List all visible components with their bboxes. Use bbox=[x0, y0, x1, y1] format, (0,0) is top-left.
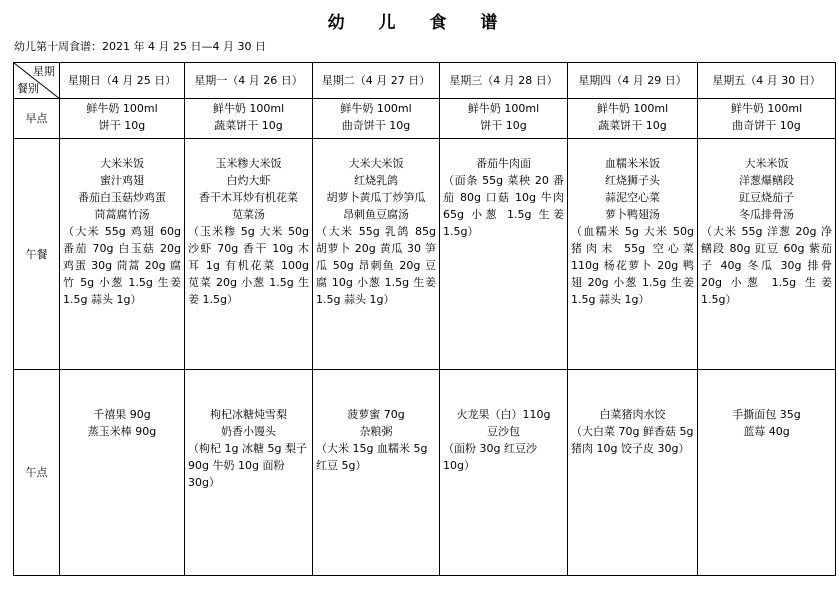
ingredient-detail: （面粉 30g 红豆沙 10g） bbox=[443, 442, 537, 472]
snack-cell bbox=[698, 370, 836, 576]
snack-cell bbox=[185, 370, 313, 576]
snack-cell bbox=[440, 370, 568, 576]
dish-name: 红烧乳鸽 bbox=[354, 174, 398, 187]
lunch-cell bbox=[698, 139, 836, 370]
ingredient-detail: （大白菜 70g 鲜香菇 5g 猪肉 10g 饺子皮 30g） bbox=[571, 425, 694, 455]
lunch-row bbox=[14, 139, 836, 370]
breakfast-item: 蔬菜饼干 10g bbox=[214, 119, 283, 132]
breakfast-item: 饼干 10g bbox=[480, 119, 527, 132]
dish-name: 血糯米米饭 bbox=[605, 157, 660, 170]
dish-name: 白菜猪肉水饺 bbox=[599, 408, 666, 421]
snack-cell bbox=[60, 370, 185, 576]
corner-cell bbox=[14, 63, 60, 99]
day-header: 星期一（4 月 26 日） bbox=[185, 63, 313, 99]
dish-name: 冬瓜排骨汤 bbox=[739, 208, 794, 221]
dish-name: 手撕面包 35g bbox=[732, 408, 801, 421]
dish-name: 萝卜鸭翅汤 bbox=[605, 208, 660, 221]
breakfast-item: 饼干 10g bbox=[98, 119, 146, 132]
dish-name: 洋葱爆鳝段 bbox=[739, 174, 794, 187]
dish-name: 玉米糁大米饭 bbox=[215, 157, 282, 170]
dish-name: 杂粮粥 bbox=[359, 425, 393, 438]
lunch-label: 午餐 bbox=[14, 139, 60, 370]
dish-name: 蒸玉米棒 90g bbox=[87, 425, 157, 438]
breakfast-cell bbox=[698, 99, 836, 139]
dish-name: 奶香小馒头 bbox=[221, 425, 276, 438]
breakfast-item: 鲜牛奶 100ml bbox=[596, 102, 669, 115]
header-row bbox=[14, 63, 836, 99]
dish-name: 菠萝蜜 70g bbox=[347, 408, 405, 421]
lunch-cell bbox=[60, 139, 185, 370]
ingredient-detail: （枸杞 1g 冰糖 5g 梨子 90g 牛奶 10g 面粉 30g） bbox=[188, 442, 307, 489]
day-header: 星期四（4 月 29 日） bbox=[568, 63, 698, 99]
ingredient-detail: （大米 55g 乳鸽 85g 胡萝卜 20g 黄瓜 30 笋瓜 50g 昂刺鱼 20g 豆腐 10g 小葱 1.5g 生姜 1.5g 蒜头 1g） bbox=[316, 225, 436, 306]
ingredient-detail: （大米 15g 血糯米 5g 红豆 5g） bbox=[316, 442, 428, 472]
corner-weekday-label: 星期 bbox=[33, 65, 55, 78]
breakfast-label: 早点 bbox=[14, 99, 60, 139]
breakfast-row bbox=[14, 99, 836, 139]
dish-name: 枸杞冰糖炖雪梨 bbox=[210, 408, 287, 421]
lunch-cell bbox=[185, 139, 313, 370]
breakfast-cell bbox=[568, 99, 698, 139]
breakfast-item: 曲奇饼干 10g bbox=[341, 119, 411, 132]
day-header: 星期日（4 月 25 日） bbox=[60, 63, 185, 99]
snack-label: 午点 bbox=[14, 370, 60, 576]
day-header: 星期五（4 月 30 日） bbox=[698, 63, 836, 99]
breakfast-item: 鲜牛奶 100ml bbox=[340, 102, 412, 115]
dish-name: 番茄白玉菇炒鸡蛋 bbox=[78, 191, 166, 204]
snack-cell bbox=[313, 370, 440, 576]
breakfast-item: 鲜牛奶 100ml bbox=[212, 102, 285, 115]
page-title: 幼 儿 食 谱 bbox=[327, 13, 512, 33]
snack-row bbox=[14, 370, 836, 576]
day-header: 星期二（4 月 27 日） bbox=[313, 63, 440, 99]
ingredient-detail: （玉米糁 5g 大米 50g 沙虾 70g 香干 10g 木耳 1g 有机花菜 100g 苋菜 20g 小葱 1.5g 生姜 1.5g） bbox=[188, 225, 309, 306]
menu-table bbox=[13, 62, 836, 576]
dish-name: 蜜汁鸡翅 bbox=[100, 174, 144, 187]
breakfast-item: 鲜牛奶 100ml bbox=[467, 102, 540, 115]
breakfast-cell bbox=[60, 99, 185, 139]
dish-name: 红烧狮子头 bbox=[605, 174, 660, 187]
dish-name: 蒜泥空心菜 bbox=[605, 191, 660, 204]
breakfast-cell bbox=[313, 99, 440, 139]
day-header: 星期三（4 月 28 日） bbox=[440, 63, 568, 99]
dish-name: 白灼大虾 bbox=[226, 174, 271, 187]
dish-name: 胡萝卜黄瓜丁炒笋瓜 bbox=[326, 191, 426, 204]
breakfast-cell bbox=[440, 99, 568, 139]
lunch-cell bbox=[440, 139, 568, 370]
breakfast-item: 蔬菜饼干 10g bbox=[598, 119, 667, 132]
week-subtitle: 幼儿第十周食谱：2021 年 4 月 25 日—4 月 30 日 bbox=[14, 40, 266, 53]
dish-name: 番茄牛肉面 bbox=[476, 157, 531, 170]
breakfast-item: 鲜牛奶 100ml bbox=[86, 102, 158, 115]
dish-name: 香干木耳炒有机花菜 bbox=[199, 191, 298, 204]
lunch-cell bbox=[568, 139, 698, 370]
dish-name: 豇豆烧茄子 bbox=[739, 191, 794, 204]
dish-name: 蓝莓 40g bbox=[743, 425, 790, 438]
dish-name: 昂刺鱼豆腐汤 bbox=[343, 208, 409, 221]
ingredient-detail: （大米 55g 鸡翅 60g 番茄 70g 白玉菇 20g 鸡蛋 30g 茼蒿 20g 腐竹 5g 小葱 1.5g 生姜 1.5g 蒜头 1g） bbox=[63, 225, 181, 306]
breakfast-cell bbox=[185, 99, 313, 139]
dish-name: 大米米饭 bbox=[100, 157, 144, 170]
lunch-cell bbox=[313, 139, 440, 370]
dish-name: 茼蒿腐竹汤 bbox=[94, 208, 150, 221]
breakfast-item: 鲜牛奶 100ml bbox=[730, 102, 803, 115]
snack-cell bbox=[568, 370, 698, 576]
ingredient-detail: （大米 55g 洋葱 20g 净鳝段 80g 豇豆 60g 紫茄子 40g 冬瓜 30g 排骨 20g 小葱 1.5g 生姜 1.5g） bbox=[701, 225, 832, 306]
dish-name: 豆沙包 bbox=[487, 425, 520, 438]
corner-meal-label: 餐别 bbox=[17, 82, 39, 95]
dish-name: 千禧果 90g bbox=[93, 408, 151, 421]
dish-name: 大米米饭 bbox=[744, 157, 789, 170]
ingredient-detail: （面条 55g 菜秧 20 番茄 80g 口菇 10g 牛肉 65g 小葱 1.5g 生姜 1.5g） bbox=[443, 174, 564, 238]
breakfast-item: 曲奇饼干 10g bbox=[732, 119, 801, 132]
ingredient-detail: （血糯米 5g 大米 50g 猪肉末 55g 空心菜 110g 杨花萝卜 20g 鸭翅 20g 小葱 1.5g 生姜 1.5g 蒜头 1g） bbox=[571, 225, 694, 306]
dish-name: 火龙果（白）110g bbox=[456, 408, 551, 421]
dish-name: 苋菜汤 bbox=[232, 208, 265, 221]
dish-name: 大米大米饭 bbox=[348, 157, 404, 170]
